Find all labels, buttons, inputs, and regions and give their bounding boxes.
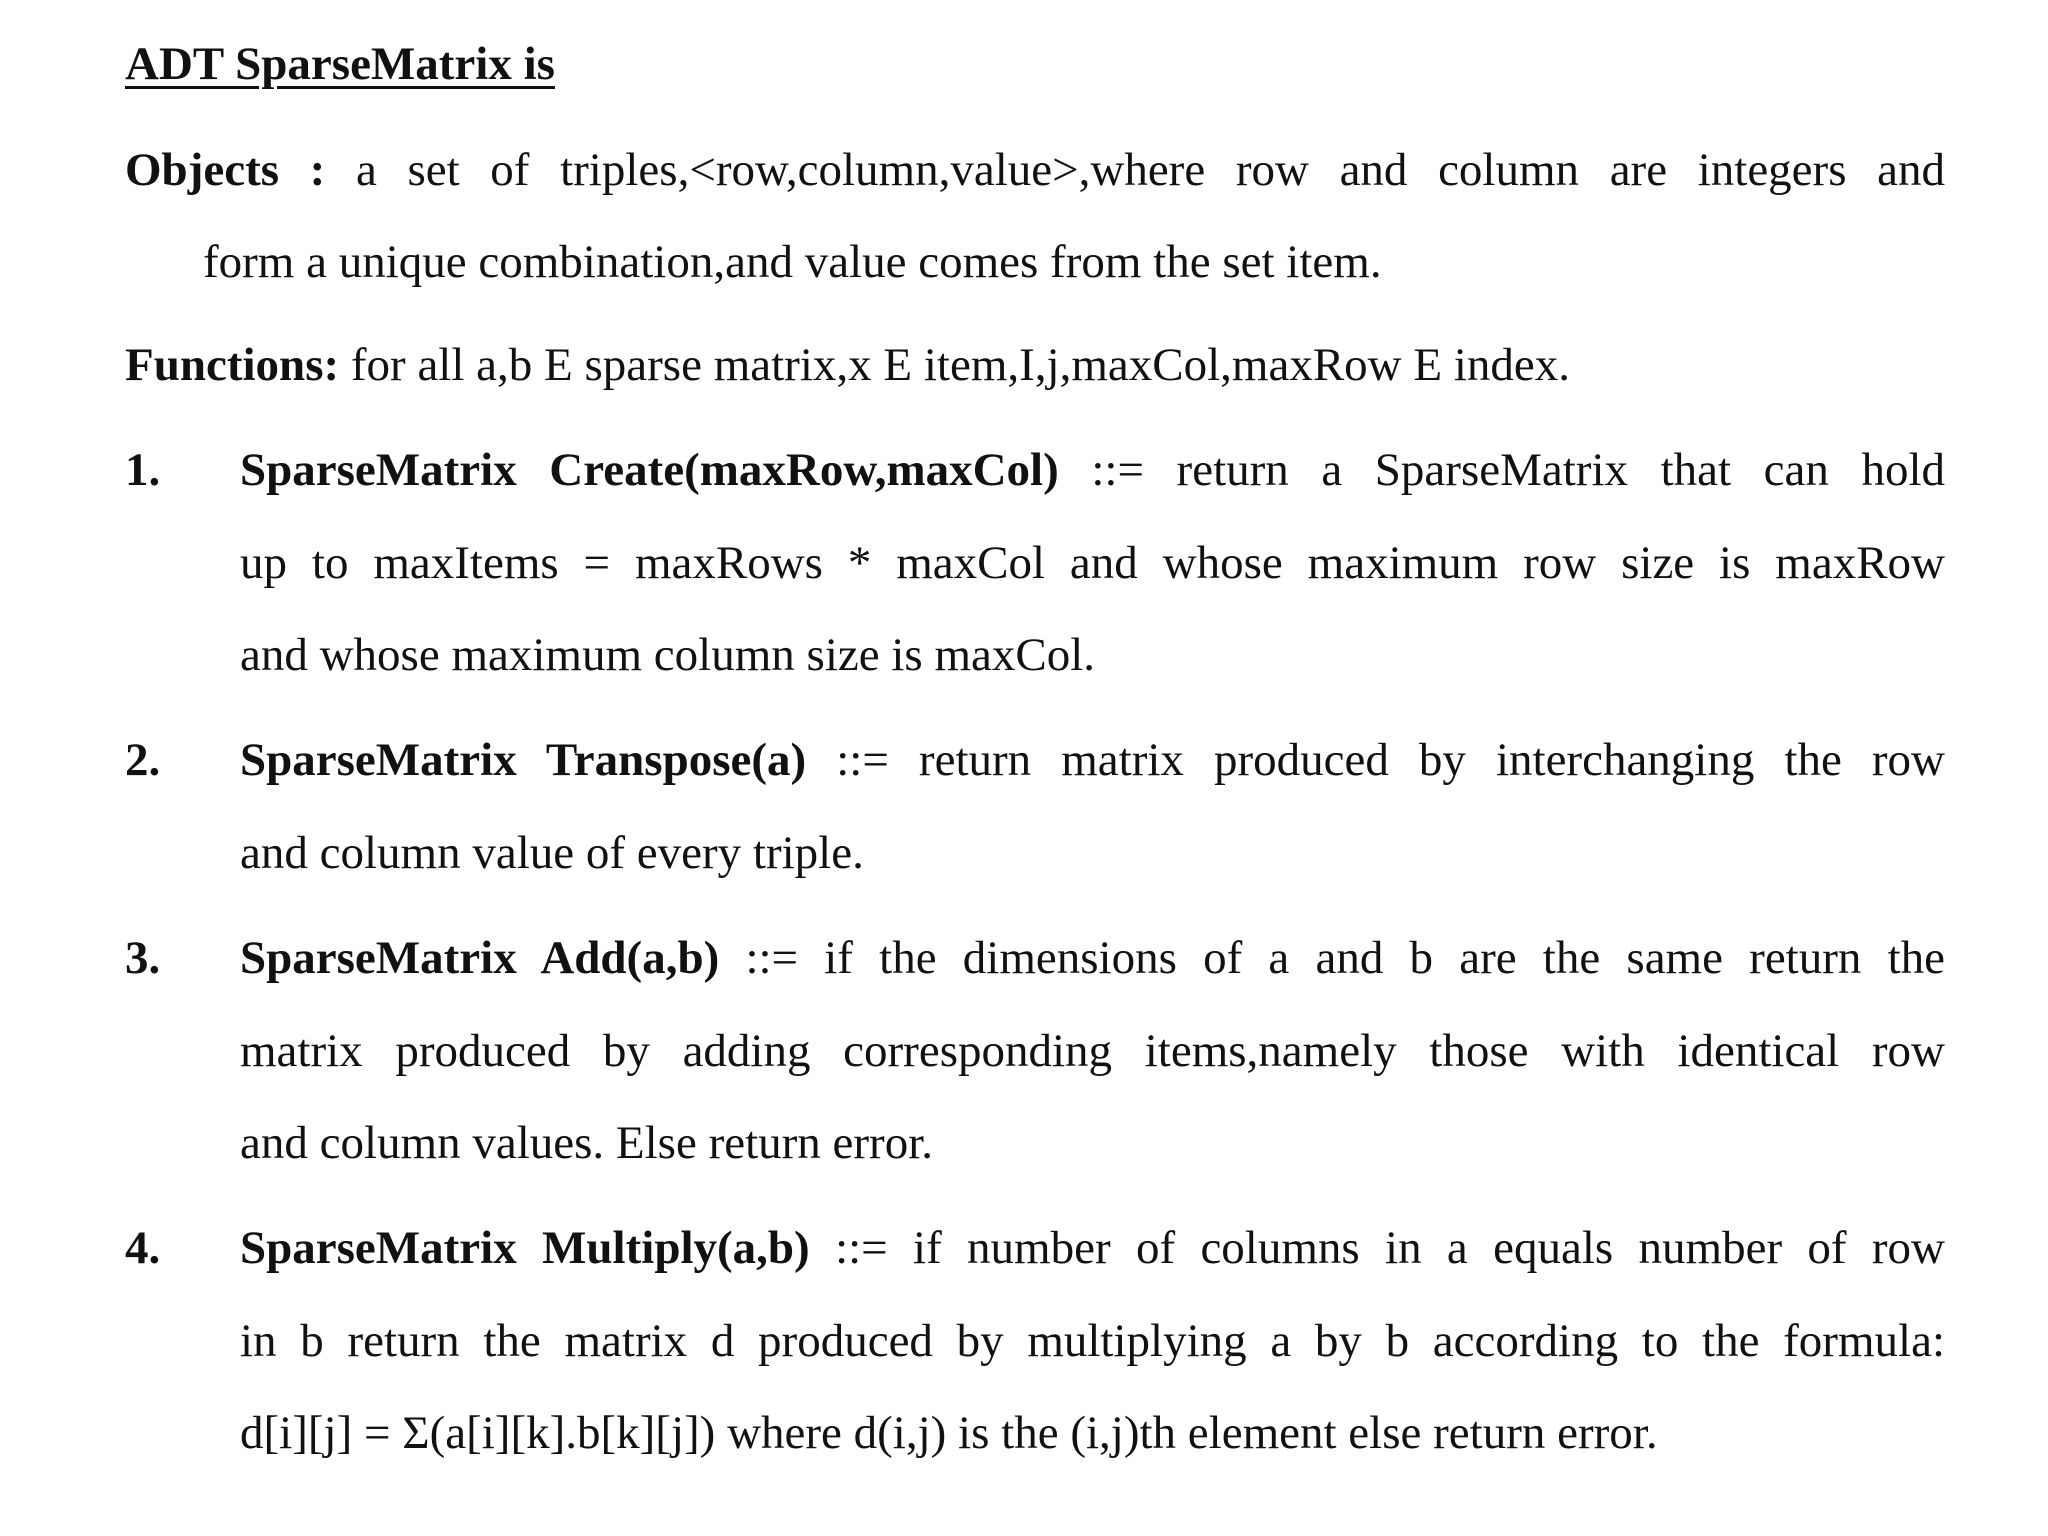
item-3-line-3: and column values. Else return error. [240,1117,934,1169]
item-number-1: 1. [125,444,161,496]
item-4-line-3: d[i][j] = Σ(a[i][k].b[k][j]) where d(i,j) is the (i,j)th element else return error. [240,1407,1658,1459]
item-2-description: ::= return matrix produced by interchanging the row [836,734,1945,786]
item-3-description: ::= if the dimensions of a and b are the same return the [745,932,1945,984]
item-2-line-2: and column value of every triple. [240,827,864,879]
item-1-line-3: and whose maximum column size is maxCol. [240,629,1096,681]
item-4-signature: SparseMatrix Multiply(a,b) [240,1222,810,1274]
item-2-line-1 [240,730,1945,790]
functions-text: for all a,b E sparse matrix,x E item,I,j,maxCol,maxRow E index. [350,339,1570,391]
item-4-line-2: in b return the matrix d produced by multiplying a by b according to the formula: [240,1315,1945,1367]
objects-line-2: form a unique combination,and value comes from the set item. [203,236,1382,288]
item-1-line-2: up to maxItems = maxRows * maxCol and whose maximum row size is maxRow [240,537,1945,589]
objects-line-1 [125,140,1945,200]
item-3-line-1 [240,928,1945,988]
functions-label: Functions: [125,339,340,391]
item-3-line-2: matrix produced by adding corresponding items,namely those with identical row [240,1025,1945,1077]
item-4-line-1 [240,1218,1945,1278]
objects-label: Objects : [125,144,326,196]
document-title: ADT SparseMatrix is [125,38,555,90]
item-number-3: 3. [125,932,161,984]
item-4-description: ::= if number of columns in a equals number of row [835,1222,1945,1274]
item-number-4: 4. [125,1222,161,1274]
item-number-2: 2. [125,734,161,786]
item-3-signature: SparseMatrix Add(a,b) [240,932,720,984]
functions-line [125,335,1570,395]
item-1-description: ::= return a SparseMatrix that can hold [1091,444,1945,496]
objects-text-1: a set of triples,<row,column,value>,where row and column are integers and [355,144,1945,196]
item-2-signature: SparseMatrix Transpose(a) [240,734,807,786]
item-1-signature: SparseMatrix Create(maxRow,maxCol) [240,444,1059,496]
item-1-line-1 [240,440,1945,500]
